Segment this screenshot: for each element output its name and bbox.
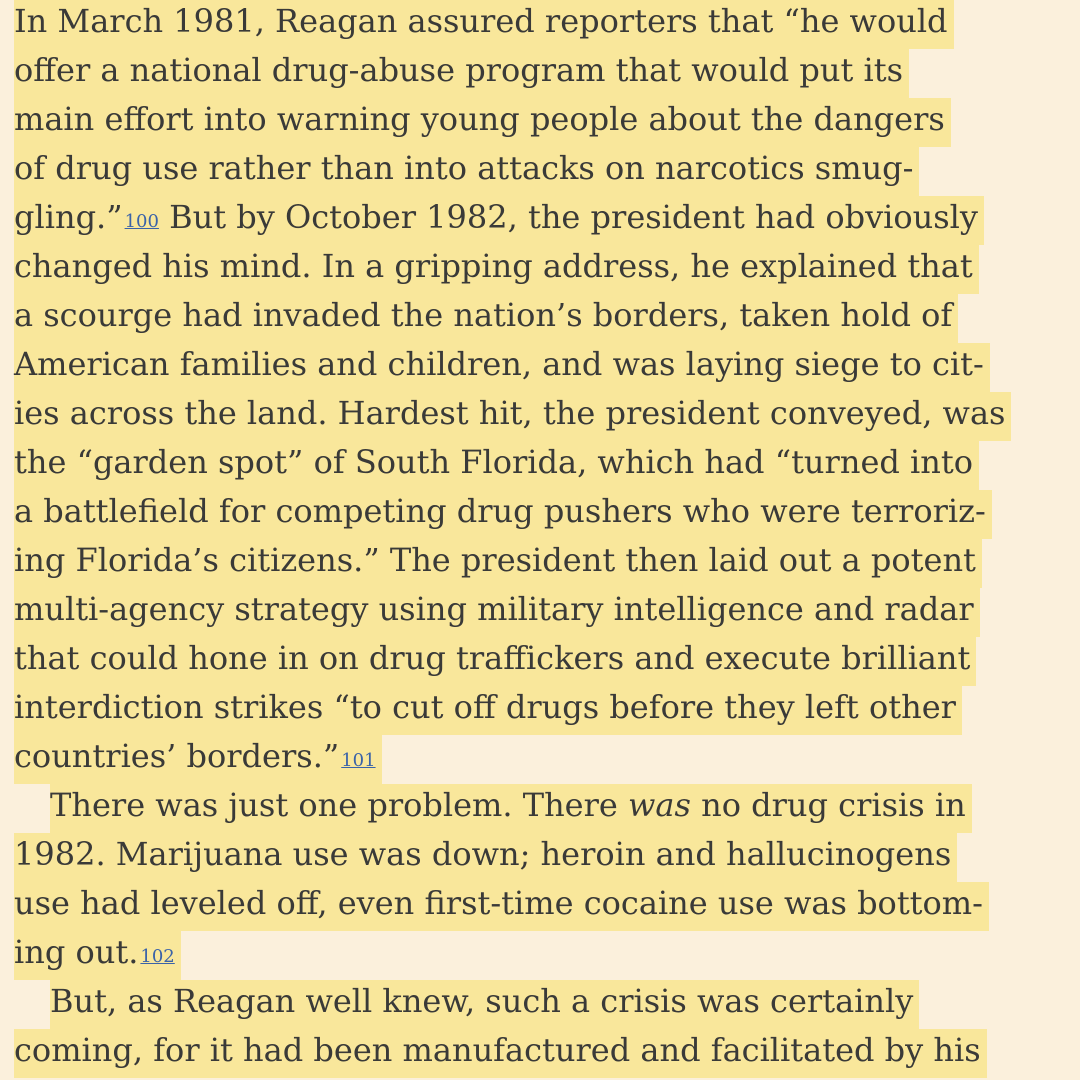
line-text: countries’ borders.”	[14, 737, 340, 775]
text-line	[50, 980, 919, 1029]
text-line	[14, 245, 979, 294]
text-line	[14, 294, 958, 343]
line-text: But, as Reagan well knew, such a crisis was certainly	[50, 982, 914, 1020]
text-line	[14, 1029, 987, 1078]
footnote-link-102[interactable]: 102	[140, 946, 175, 967]
line-text: use had leveled off, even first-time cocaine use was bottom-	[14, 884, 983, 922]
text-line	[14, 441, 979, 490]
text-line	[50, 784, 972, 833]
line-text: ing out.	[14, 933, 139, 971]
line-text: main effort into warning young people about the dangers	[14, 100, 945, 138]
line-text	[159, 198, 169, 236]
emphasis-text: was	[628, 786, 691, 824]
line-text: But by October 1982, the president had obviously	[169, 198, 978, 236]
line-text: 1982. Marijuana use was down; heroin and hallucinogens	[14, 835, 952, 873]
line-text: ing Florida’s citizens.” The president then laid out a potent	[14, 541, 976, 579]
line-text: coming, for it had been manufactured and facilitated by his	[14, 1031, 981, 1069]
text-line	[14, 882, 989, 931]
line-text: no drug crisis in	[690, 786, 966, 824]
text-line	[14, 392, 1011, 441]
footnote-link-101[interactable]: 101	[341, 750, 376, 771]
text-line	[14, 98, 951, 147]
text-line	[14, 931, 181, 980]
line-text: of drug use rather than into attacks on narcotics smug-	[14, 149, 914, 187]
text-line	[14, 833, 957, 882]
line-text: the “garden spot” of South Florida, which had “turned into	[14, 443, 973, 481]
text-line	[14, 0, 954, 49]
text-line	[14, 196, 984, 245]
line-text: offer a national drug-abuse program that would put its	[14, 51, 903, 89]
line-text: American families and children, and was laying siege to cit-	[14, 345, 984, 383]
line-text: a battlefield for competing drug pushers who were terroriz-	[14, 492, 986, 530]
line-text: In March 1981, Reagan assured reporters that “he would	[14, 2, 948, 40]
text-line	[14, 490, 992, 539]
text-line	[14, 539, 982, 588]
line-text: changed his mind. In a gripping address, he explained that	[14, 247, 973, 285]
line-text: a scourge had invaded the nation’s borders, taken hold of	[14, 296, 953, 334]
text-line	[14, 735, 382, 784]
line-text: gling.”	[14, 198, 123, 236]
line-text: that could hone in on drug traffickers and execute brilliant	[14, 639, 971, 677]
text-line	[14, 686, 962, 735]
text-line	[14, 343, 990, 392]
line-text: There was just one problem. There	[50, 786, 629, 824]
text-line	[14, 49, 909, 98]
text-line	[14, 147, 919, 196]
line-text: multi-agency strategy using military intelligence and radar	[14, 590, 974, 628]
footnote-link-100[interactable]: 100	[124, 211, 159, 232]
text-line	[14, 588, 980, 637]
line-text: interdiction strikes “to cut off drugs before they left other	[14, 688, 956, 726]
text-line	[14, 637, 976, 686]
line-text: ies across the land. Hardest hit, the president conveyed, was	[14, 394, 1006, 432]
